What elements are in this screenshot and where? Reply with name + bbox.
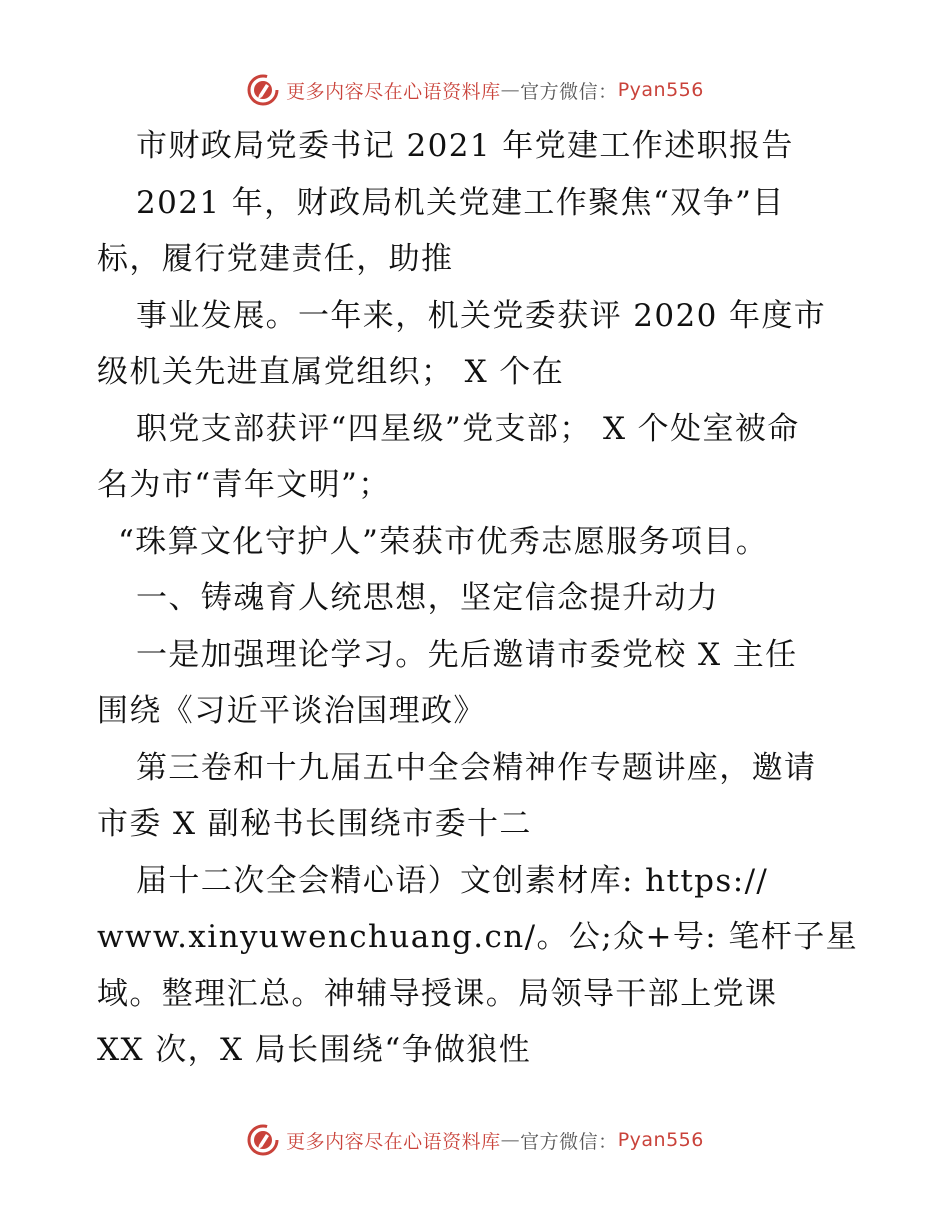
document-title: 市财政局党委书记 2021 年党建工作述职报告 <box>136 128 794 164</box>
banner-side-text: 官方微信： <box>520 80 618 103</box>
body-line: 第三卷和十九届五中全会精神作专题讲座，邀请 <box>136 749 817 786</box>
banner-separator: — <box>500 1129 521 1151</box>
banner-side-text: 官方微信： <box>520 1130 618 1153</box>
body-line: 域。整理汇总。神辅导授课。局领导干部上党课 <box>97 975 778 1012</box>
body-line: “珠算文化守护人”荣获市优秀志愿服务项目。 <box>118 523 769 560</box>
body-line: www.xinyuwenchuang.cn/。公;众+号: 笔杆子星 <box>97 919 858 955</box>
body-line: 标，履行党建责任，助推 <box>97 241 454 277</box>
body-line: 届十二次全会精心语）文创素材库: https:// <box>136 862 769 899</box>
header-watermark-banner <box>0 70 950 110</box>
body-line: XX 次，X 局长围绕“争做狼性 <box>97 1032 532 1068</box>
body-line: 市委 X 副秘书长围绕市委十二 <box>97 806 532 842</box>
document-body <box>0 118 950 1079</box>
section-heading: 一、铸魂育人统思想，坚定信念提升动力 <box>136 580 720 616</box>
body-line: 职党支部获评“四星级”党支部； X 个处室被命 <box>136 410 800 447</box>
banner-separator: — <box>500 79 521 101</box>
pen-circle-logo-icon <box>246 73 280 107</box>
body-line: 一是加强理论学习。先后邀请市委党校 X 主任 <box>136 636 798 673</box>
banner-main-text: 更多内容尽在心语资料库 <box>286 1130 501 1153</box>
body-line: 围绕《习近平谈治国理政》 <box>97 693 486 729</box>
pen-circle-logo-icon <box>246 1123 280 1157</box>
body-line: 名为市“青年文明”； <box>97 467 391 503</box>
banner-wechat-id: Pyan556 <box>617 1129 704 1151</box>
body-line: 2021 年，财政局机关党建工作聚焦“双争”目 <box>136 184 785 221</box>
body-line: 事业发展。一年来，机关党委获评 2020 年度市 <box>136 297 827 334</box>
footer-watermark-banner <box>0 1120 950 1160</box>
banner-wechat-id: Pyan556 <box>617 79 704 101</box>
banner-main-text: 更多内容尽在心语资料库 <box>286 80 501 103</box>
body-line: 级机关先进直属党组织； X 个在 <box>97 354 565 390</box>
